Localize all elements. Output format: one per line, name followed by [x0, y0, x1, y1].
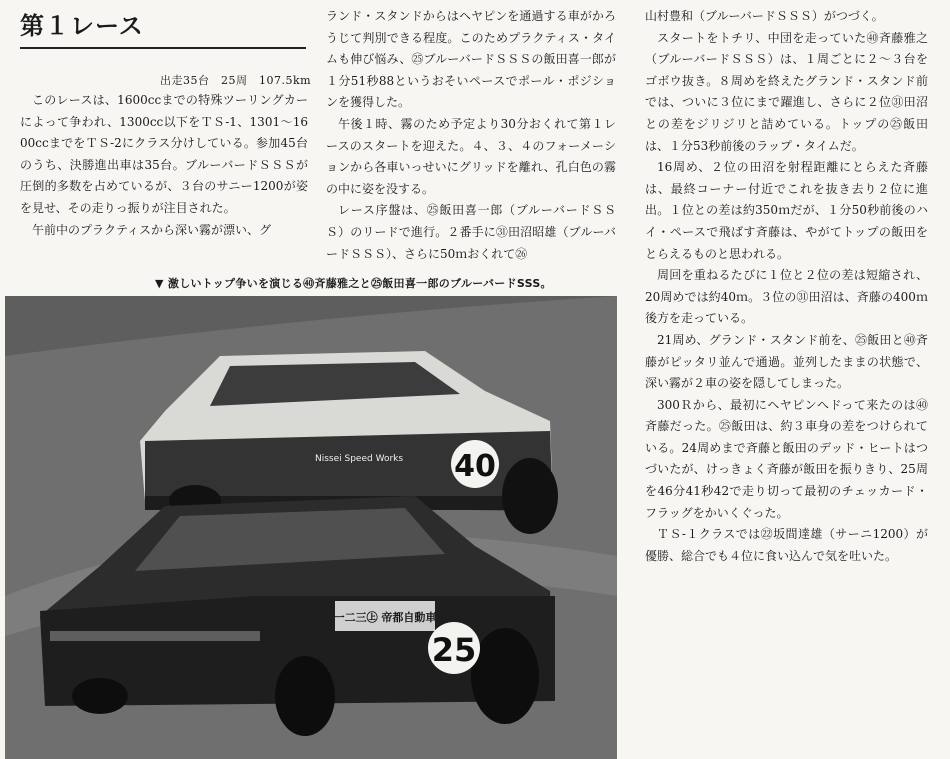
car-25-sponsor: 一二三㊤ 帝都自動車: [333, 611, 437, 624]
paragraph: レース序盤は、㉕飯田喜一郎（ブルーバードＳＳＳ）のリードで進行。２番手に㉛田沼昭雄（ブルーバードＳＳＳ）、さらに50ｍおくれて㉖: [326, 203, 616, 261]
heading-block: [20, 6, 306, 49]
car-25-number: 25: [431, 631, 477, 669]
text-column-2: [326, 6, 616, 265]
text-column-1: [20, 90, 308, 241]
page-title: 第１レース: [20, 12, 144, 40]
race-photo-illustration: [5, 296, 617, 759]
race-photo: [5, 296, 617, 759]
paragraph: 周回を重ねるたびに１位と２位の差は短縮され、20周めでは約40ｍ。３位の㉛田沼は、斉藤の400ｍ後方を走っている。: [645, 268, 928, 326]
photo-caption: ▼ 激しいトップ争いを演じる㊵斉藤雅之と㉕飯田喜一郎のブルーバードSSS。: [155, 277, 552, 290]
car-40-number: 40: [454, 449, 496, 484]
paragraph: このレースは、1600ccまでの特殊ツーリングカーによって争われ、1300cc以下をＴＳ-1、1301～1600ccまでをＴＳ-2にクラス分けしている。参加45台のうち、決勝進出車は35台。ブルーバードＳＳＳが圧倒的多数を占めているが、３台のサニー1200が姿を見せ、その走りっ振りが注目された。: [20, 93, 308, 215]
paragraph: 21周め、グランド・スタンド前を、㉕飯田と㊵斉藤がピッタリ並んで通過。並列したままの状態で、深い霧が２車の姿を隠してしまった。: [645, 332, 928, 391]
paragraph: ランド・スタンドからはヘヤピンを通過する車がかろうじて判別できる程度。このためプラクティス・タイムも伸び悩み、㉕ブルーバードＳＳＳの飯田喜一郎が１分51秒88というおそいペースでポール・ポジションを獲得した。: [326, 9, 616, 110]
paragraph: 午前中のプラクティスから深い霧が漂い、グ: [32, 222, 272, 237]
paragraph: ＴＳ-１クラスでは㉒坂間達雄（サーニ1200）が優勝、総合でも４位に食い込んで気を吐いた。: [645, 527, 928, 563]
paragraph: スタートをトチリ、中団を走っていた㊵斉藤雅之（ブルーバードＳＳＳ）は、１周ごとに２～３台をゴボウ抜き。８周めを終えたグランド・スタンド前では、ついに３位にまで躍進し、さらに２位㉛田沼との差をジリジリと詰めている。トップの㉕飯田は、１分53秒前後のラップ・タイムだ。: [645, 30, 928, 153]
text-column-3: [645, 6, 928, 567]
paragraph: 午後１時、霧のため予定より30分おくれて第１レースのスタートを迎えた。４、３、４のフォーメーションから各車いっせいにグリッドを離れ、孔白色の霧の中に姿を没する。: [326, 116, 616, 196]
paragraph: 16周め、２位の田沼を射程距離にとらえた斉藤は、最終コーナー付近でこれを抜き去り２位に進出。１位との差は約350ｍだが、１分50秒前後のハイ・ペースで飛ばす斉藤は、やがてトップの飯田をとらえるものと思われる。: [645, 160, 928, 261]
paragraph: 山村豊和（ブルーバードＳＳＳ）がつづく。: [645, 9, 884, 23]
race-meta: 出走35台 25周 107.5km: [160, 74, 312, 87]
car-40-sponsor: Nissei Speed Works: [315, 454, 404, 464]
paragraph: 300Ｒから、最初にヘヤピンへドって来たのは㊵斉藤だった。㉕飯田は、約３車身の差をつけられている。24周めまで斉藤と飯田のデッド・ヒートはつづいたが、けっきょく斉藤が飯田を振りきり、25周を46分41秒42で走り切って最初のチェッカード・フラッグをかいくぐった。: [645, 397, 928, 520]
